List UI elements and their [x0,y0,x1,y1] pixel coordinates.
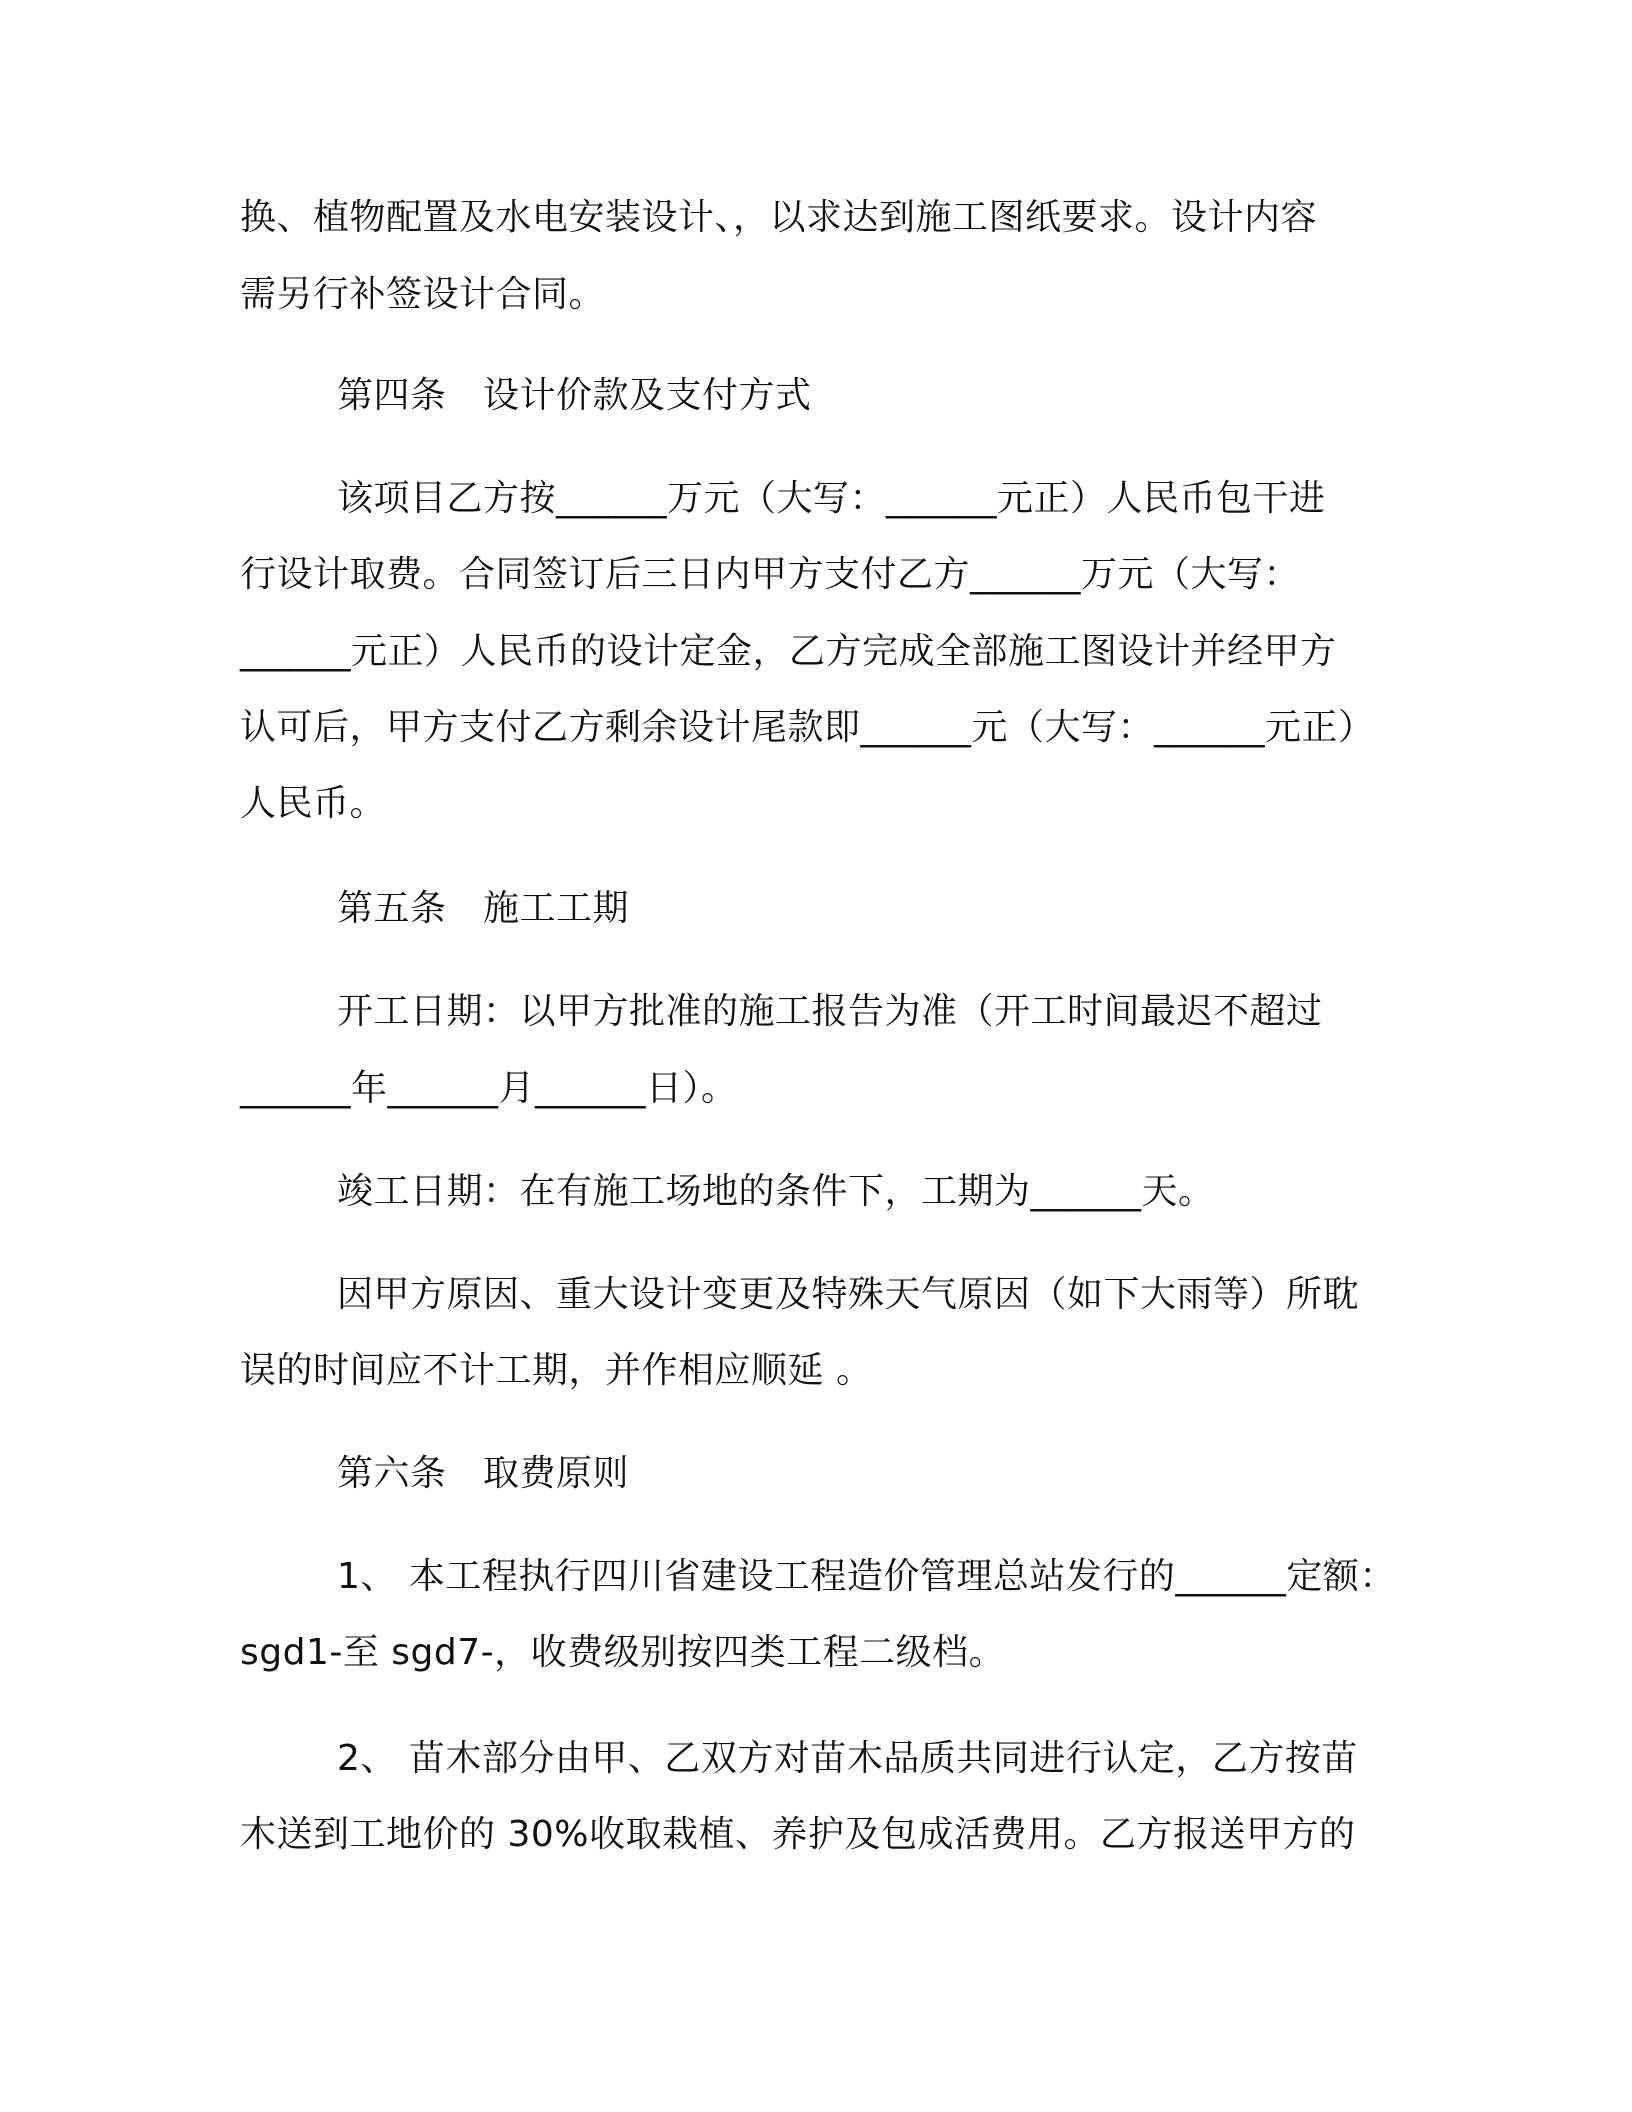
article-heading-6: 第六条 取费原则 [337,1453,630,1494]
document-page [240,0,1400,2112]
text-line: 认可后，甲方支付乙方剩余设计尾款即______元（大写：______元正） [240,707,1375,748]
text-line: 木送到工地价的 30%收取栽植、养护及包成活费用。乙方报送甲方的 [240,1814,1356,1855]
text-line: 开工日期：以甲方批准的施工报告为准（开工时间最迟不超过 [337,991,1323,1032]
text-line: 误的时间应不计工期，并作相应顺延 。 [240,1350,873,1391]
text-line: ______元正）人民币的设计定金，乙方完成全部施工图设计并经甲方 [240,631,1337,672]
text-line: 该项目乙方按______万元（大写：______元正）人民币包干进 [337,478,1326,519]
text-line: 1、 本工程执行四川省建设工程造价管理总站发行的______定额： [337,1556,1396,1597]
text-line: 因甲方原因、重大设计变更及特殊天气原因（如下大雨等）所耽 [337,1274,1360,1315]
text-line: 人民币。 [240,783,387,824]
text-line: ______年______月______日）。 [240,1068,738,1109]
text-line: 需另行补签设计合同。 [240,274,606,315]
text-line: 竣工日期：在有施工场地的条件下，工期为______天。 [337,1171,1215,1212]
text-line: 换、植物配置及水电安装设计、，以求达到施工图纸要求。设计内容 [240,197,1318,238]
text-line: 行设计取费。合同签订后三日内甲方支付乙方______万元（大写： [240,554,1301,595]
article-heading-5: 第五条 施工工期 [337,888,630,929]
text-line: sgd1-至 sgd7-，收费级别按四类工程二级档。 [240,1632,1006,1673]
article-heading-4: 第四条 设计价款及支付方式 [337,375,812,416]
text-line: 2、 苗木部分由甲、乙双方对苗木品质共同进行认定，乙方按苗 [337,1738,1358,1779]
